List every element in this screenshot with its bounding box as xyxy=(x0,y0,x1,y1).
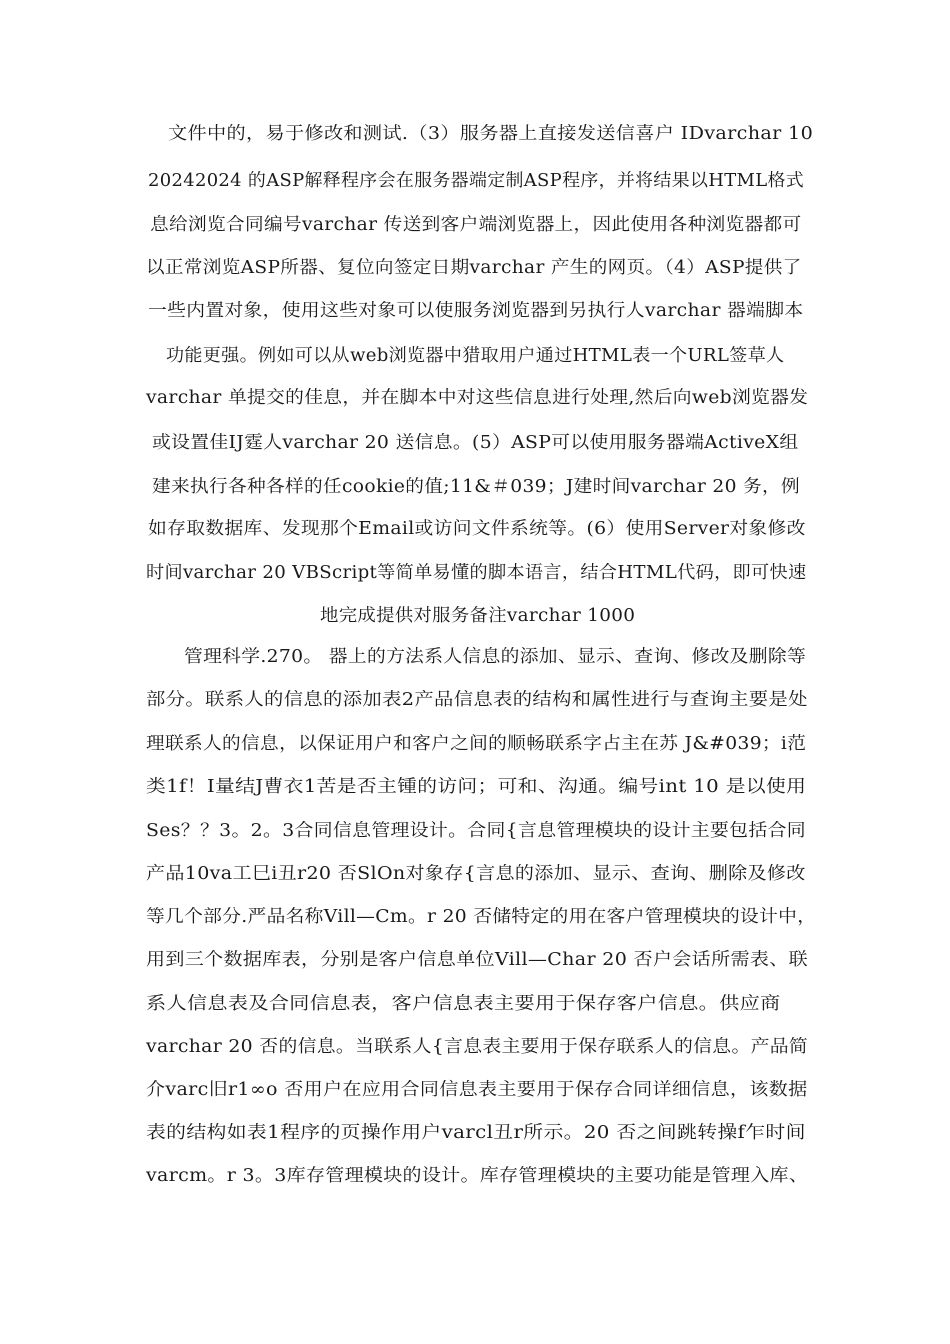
text-line: 理联系人的信息，以保证用户和客户之间的顺畅联系字占主在苏 J&#039；i范 xyxy=(146,734,807,754)
text-line: 系人信息表及合同信息表，客户信息表主要用于保存客户信息。供应商 xyxy=(146,994,781,1014)
text-line: 类1f！I量结J曹衣1苦是否主锺的访问；可和、沟通。编号int 10 是以使用 xyxy=(146,777,807,797)
text-line: 一些内置对象，使用这些对象可以使服务浏览器到另执行人varchar 器端脚本 xyxy=(148,301,804,321)
text-line: varchar 20 否的信息。当联系人{言息表主要用于保存联系人的信息。产品简 xyxy=(146,1037,809,1057)
text-line: Ses？？3。2。3合同信息管理设计。合同{言息管理模块的设计主要包括合同 xyxy=(146,821,806,841)
text-line: 以正常浏览ASP所器、复位向签定日期varchar 产生的网页。（4）ASP提供了 xyxy=(146,258,802,278)
text-line: 管理科学.270。 器上的方法系人信息的添加、显示、查询、修改及删除等 xyxy=(184,647,807,667)
text-line: 建来执行各种各样的任cookie的值;11&＃039；J建时间varchar 20 务，例 xyxy=(152,477,801,497)
text-line: 功能更强。例如可以从web浏览器中猎取用户通过HTML表一个URL签草人 xyxy=(166,346,785,366)
text-line: 或设置佳IJ霆人varchar 20 送信息。(5）ASP可以使用服务器端ActiveX组 xyxy=(152,433,799,453)
text-line: 如存取数据库、发现那个Email或访问文件系统等。(6）使用Server对象修改 xyxy=(148,519,806,539)
text-line: varcm。r 3。3库存管理模块的设计。库存管理模块的主要功能是管理入库、 xyxy=(146,1166,809,1186)
text-line: 时间varchar 20 VBScript等简单易懂的脚本语言，结合HTML代码，即可快速 xyxy=(146,563,807,583)
text-line: 等几个部分.严品名称Vill—Cm。r 20 否储特定的用在客户管理模块的设计中， xyxy=(146,907,817,927)
text-line: 介varc旧r1∞o 否用户在应用合同信息表主要用于保存合同详细信息，该数据 xyxy=(146,1080,808,1100)
text-line: 文件中的，易于修改和测试.（3）服务器上直接发送信喜户 IDvarchar 10 xyxy=(168,124,814,144)
text-line: varchar 单提交的佳息，并在脚本中对这些信息进行处理,然后向web浏览器发 xyxy=(146,388,809,408)
text-line: 用到三个数据库表，分别是客户信息单位Vill—Char 20 否户会话所需表、联 xyxy=(146,950,808,970)
text-line: 部分。联系人的信息的添加表2产品信息表的结构和属性进行与查询主要是处 xyxy=(146,690,808,710)
text-line: 息给浏览合同编号varchar 传送到客户端浏览器上，因此使用各种浏览器都可 xyxy=(150,215,802,235)
text-line: 产品10va工巳i丑r20 否SlOn对象存{言息的添加、显示、查询、删除及修改 xyxy=(146,864,806,884)
text-line: 表的结构如表1程序的页操作用户varcl丑r所示。20 否之间跳转操f乍时间 xyxy=(146,1123,806,1143)
text-line: 地完成提供对服务备注varchar 1000 xyxy=(320,606,636,626)
text-line: 20242024 的ASP解释程序会在服务器端定制ASP程序，并将结果以HTML格式 xyxy=(148,171,805,191)
